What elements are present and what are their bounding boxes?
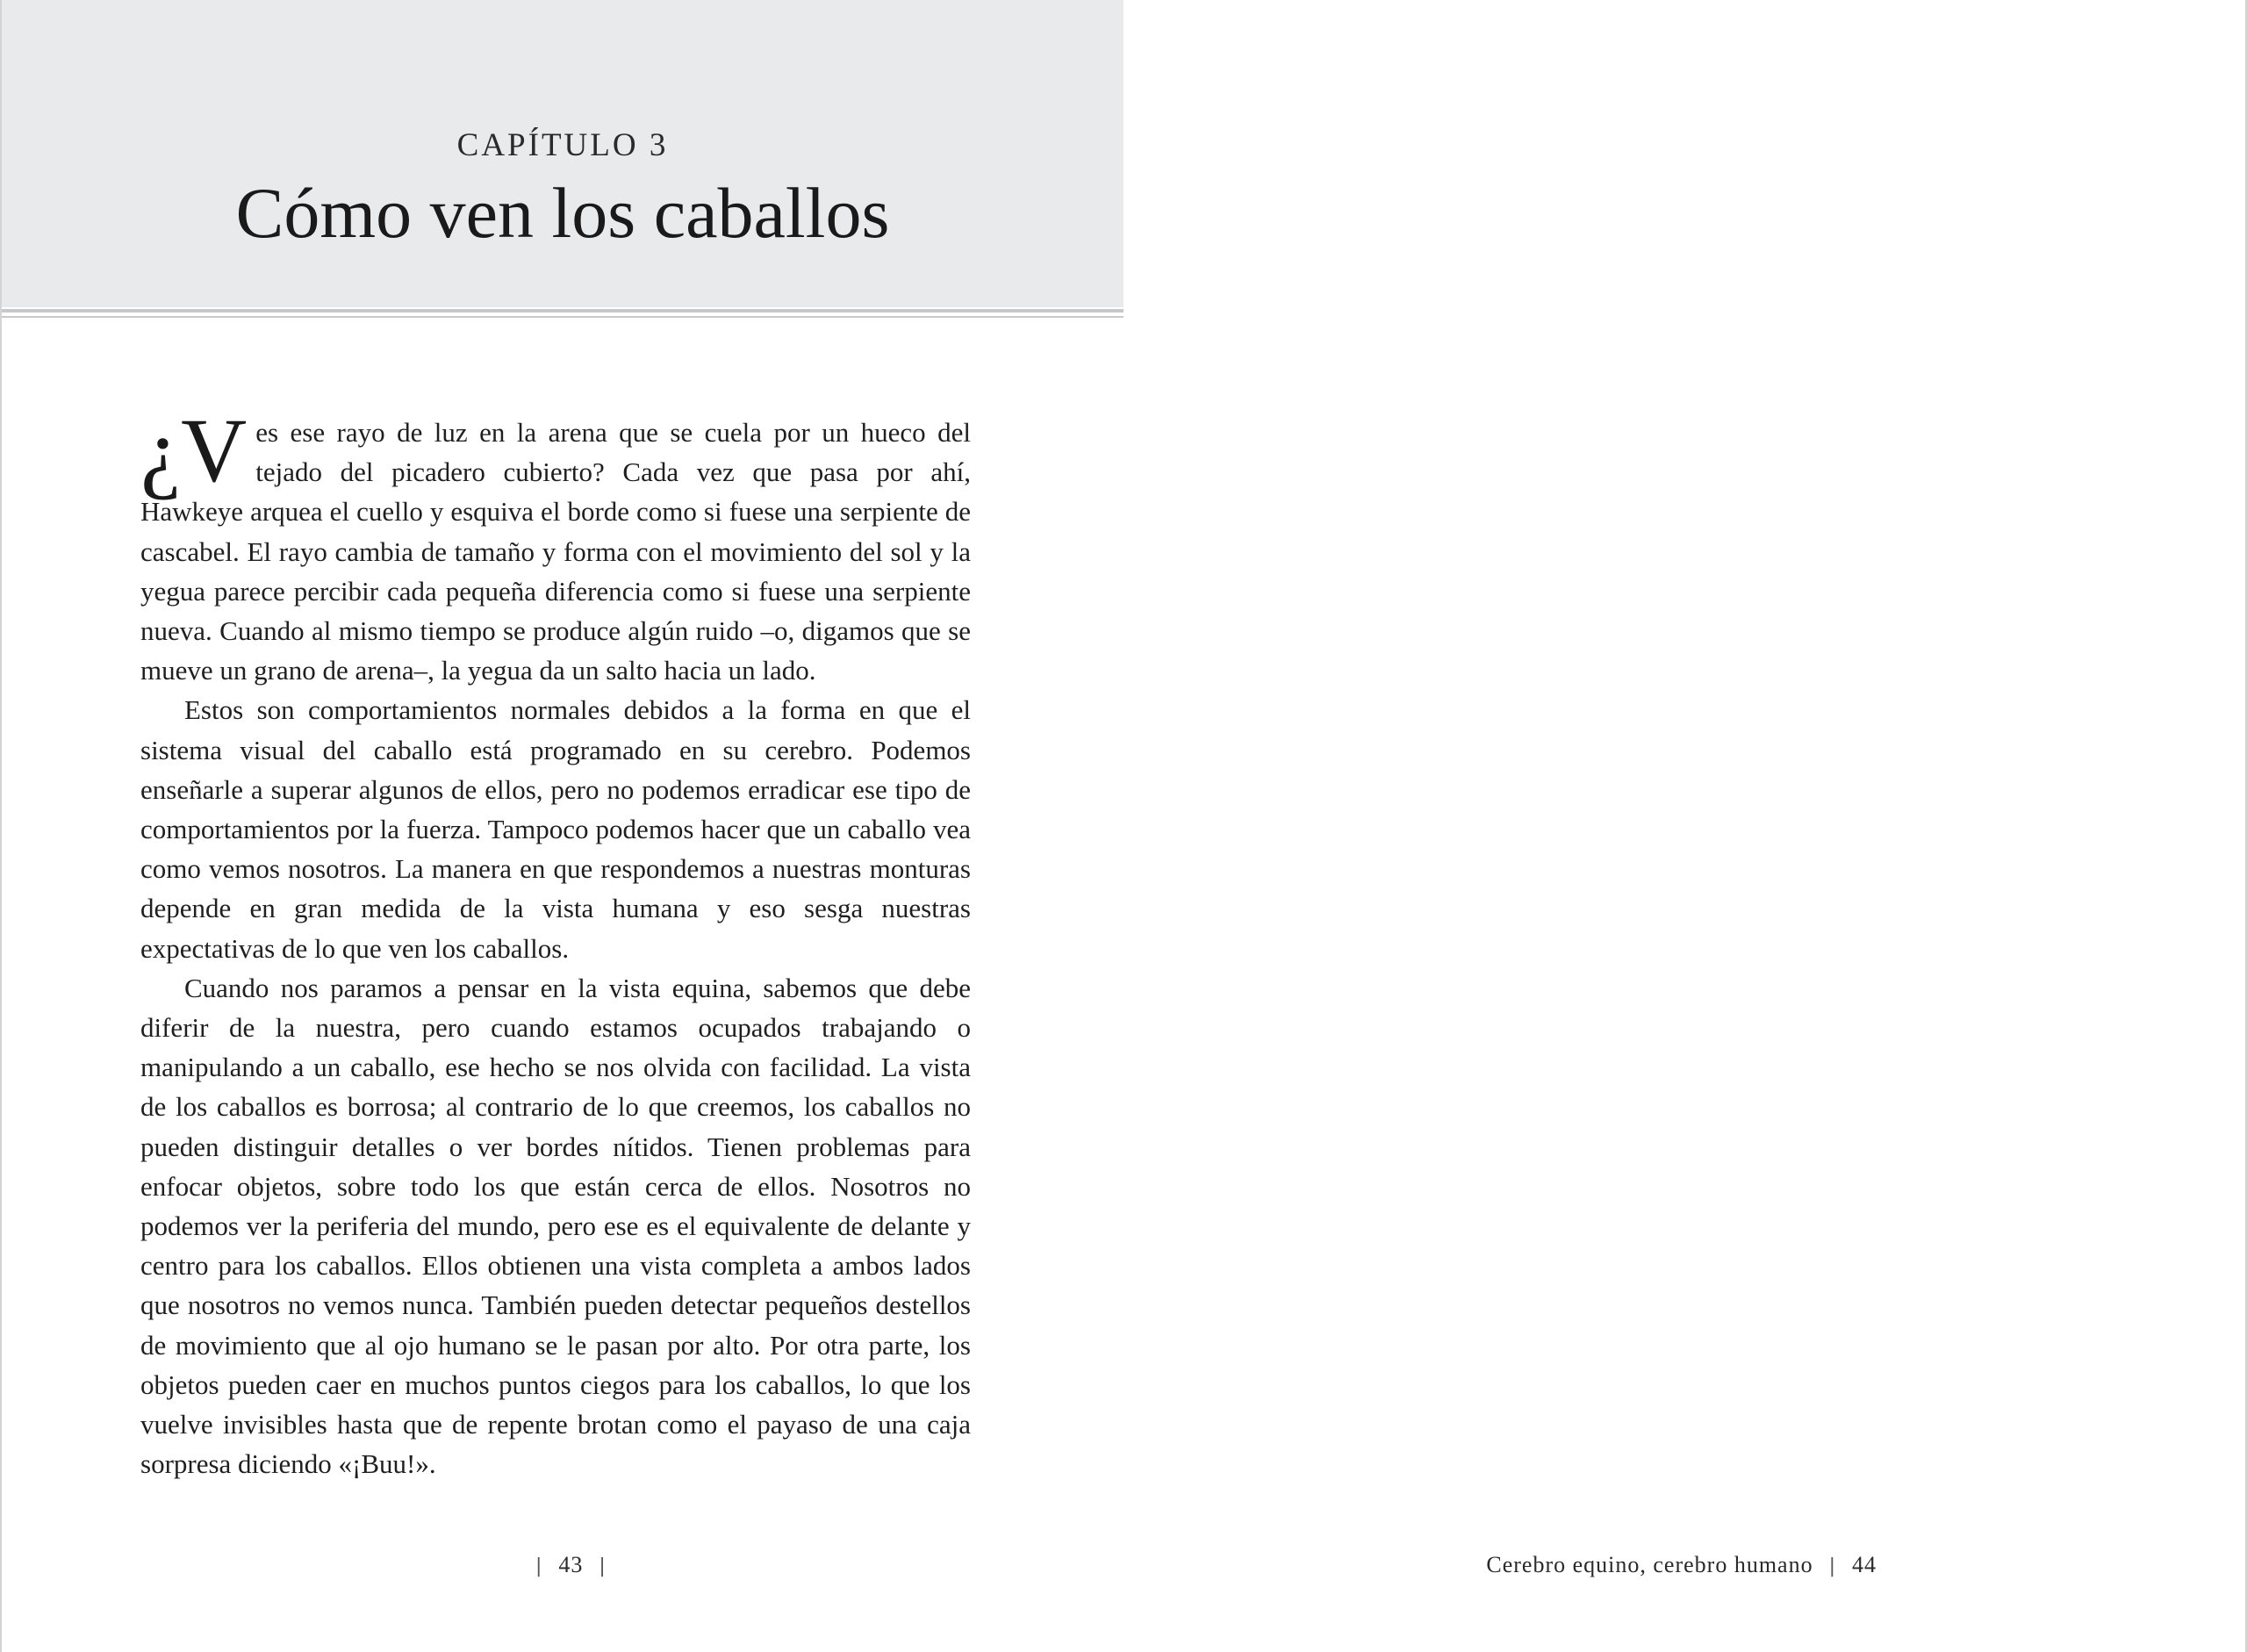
folio-separator: | <box>1828 1555 1836 1577</box>
chapter-divider-rule-thin <box>2 316 1124 318</box>
chapter-divider-rule <box>2 309 1124 312</box>
running-title: Cerebro equino, cerebro humano <box>1486 1552 1813 1577</box>
folio-separator: | <box>599 1555 607 1577</box>
paragraph <box>140 400 971 690</box>
paragraph: Estos son comportamientos normales debidos a la forma en que el sistema visual del caballo está programado en su cerebro. Podemos enseñarle a superar algunos de ellos, pero no podemos erradicar ese tipo de comportamientos por la fuerza. Tampoco podemos hacer que un caballo vea como vemos nosotros. La manera en que respondemos a nuestras monturas depende en gran medida de la vista humana y eso sesga nuestras expectativas de lo que ven los caballos. <box>140 694 971 964</box>
chapter-title: Cómo ven los caballos <box>235 173 890 253</box>
right-page-folio <box>1486 1552 1877 1578</box>
drop-cap: ¿V <box>140 400 248 501</box>
folio-separator: | <box>535 1555 543 1577</box>
page-number: 44 <box>1852 1552 1877 1577</box>
left-page-folio <box>520 1552 622 1578</box>
paragraph: Cuando nos paramos a pensar en la vista equina, sabemos que debe diferir de la nuestra, pero cuando estamos ocupados trabajando o manipulando a un caballo, ese hecho se nos olvida con facilidad. La vista de los caballos es borrosa; al contrario de lo que creemos, los caballos no pueden distinguir detalles o ver bordes nítidos. Tienen problemas para enfocar objetos, sobre todo los que están cerca de ellos. Nosotros no podemos ver la periferia del mundo, pero ese es el equivalente de delante y centro para los caballos. Ellos obtienen una vista completa a ambos lados que nosotros no vemos nunca. También pueden detectar pequeños destellos de movimiento que al ojo humano se le pasan por alto. Por otra parte, los objetos pueden caer en muchos puntos ciegos para los caballos, lo que los vuelve invisibles hasta que de repente brotan como el payaso de una caja sorpresa diciendo «¡Buu!». <box>140 972 971 1480</box>
page-number: 43 <box>558 1552 584 1577</box>
left-body-text <box>140 400 971 1483</box>
paragraph-text: es ese rayo de luz en la arena que se cuela por un hueco del tejado del picadero cubierto? Cada vez que pasa por ahí, Hawkeye arquea el cuello y esquiva el borde como si fuese una serpiente de cascabel. El rayo cambia de tamaño y forma con el movimiento del sol y la yegua parece percibir cada pequeña diferencia como si fuese una serpiente nueva. Cuando al mismo tiempo se produce algún ruido –o, digamos que se mueve un grano de arena–, la yegua da un salto hacia un lado. <box>140 417 971 686</box>
right-page <box>1124 0 2247 1652</box>
chapter-label: CAPÍTULO 3 <box>456 127 669 163</box>
